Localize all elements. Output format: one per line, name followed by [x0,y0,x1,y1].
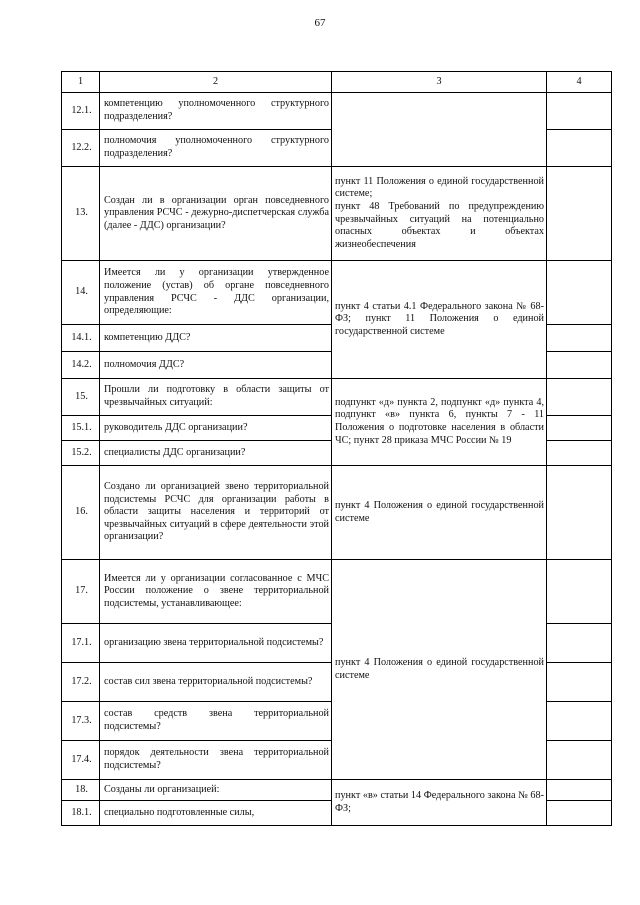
table-row [62,167,612,261]
question-text: организацию звена территориальной подсистемы? [100,624,332,663]
legal-reference-part: пункт 48 Требований по предупреждению чрезвычайных ситуаций на потенциально опасных объектах и объектах жизнеобеспечения [335,200,544,250]
question-text: Имеется ли у организации согласованное с МЧС России положение о звене территориальной подсистемы, устанавливающее: [100,560,332,624]
row-number: 15.2. [62,441,100,466]
table-row [62,560,612,624]
answer-cell [547,352,612,379]
row-number: 17.1. [62,624,100,663]
answer-cell [547,416,612,441]
reference-empty [332,93,547,167]
table-row [62,93,612,130]
question-text: состав средств звена территориальной подсистемы? [100,702,332,741]
row-number: 15.1. [62,416,100,441]
answer-cell [547,780,612,801]
header-col-3: 3 [332,72,547,93]
question-text: порядок деятельности звена территориальной подсистемы? [100,741,332,780]
answer-cell [547,93,612,130]
row-number: 13. [62,167,100,261]
answer-cell [547,261,612,325]
header-row [62,72,612,93]
answer-cell [547,466,612,560]
question-text: Созданы ли организацией: [100,780,332,801]
question-text: компетенцию ДДС? [100,325,332,352]
legal-reference: пункт «в» статьи 14 Федерального закона № 68-ФЗ; [332,780,547,826]
answer-cell [547,379,612,416]
legal-reference: пункт 4 статьи 4.1 Федерального закона № 68-ФЗ; пункт 11 Положения о единой государственной системе [332,261,547,379]
row-number: 14.2. [62,352,100,379]
question-text-justified: специально подготовленные силы, [104,806,255,818]
answer-cell [547,624,612,663]
answer-cell [547,801,612,826]
question-text: полномочия ДДС? [100,352,332,379]
row-number: 17. [62,560,100,624]
row-number: 17.3. [62,702,100,741]
header-col-1: 1 [62,72,100,93]
legal-reference: подпункт «д» пункта 2, подпункт «д» пункта 4, подпункт «в» пункта 6, пункты 7 - 11 Положения о подготовке населения в области ЧС; пункт 28 приказа МЧС России № 19 [332,379,547,466]
row-number: 12.1. [62,93,100,130]
answer-cell [547,325,612,352]
row-number: 18. [62,780,100,801]
header-col-2: 2 [100,72,332,93]
row-number: 18.1. [62,801,100,826]
answer-cell [547,663,612,702]
header-col-4: 4 [547,72,612,93]
legal-reference [332,167,547,261]
row-number: 14.1. [62,325,100,352]
answer-cell [547,167,612,261]
row-number: 17.2. [62,663,100,702]
question-text: Создано ли организацией звено территориальной подсистемы РСЧС для организации работы в области защиты населения и территорий от чрезвычайных ситуаций в сфере деятельности этой организации? [100,466,332,560]
row-number: 17.4. [62,741,100,780]
table-row [62,379,612,416]
question-text: компетенцию уполномоченного структурного подразделения? [100,93,332,130]
table-row [62,261,612,325]
row-number: 16. [62,466,100,560]
row-number: 14. [62,261,100,325]
table-row [62,780,612,801]
question-text: специалисты ДДС организации? [100,441,332,466]
answer-cell [547,130,612,167]
page-number: 67 [314,17,326,29]
answer-cell [547,560,612,624]
row-number: 12.2. [62,130,100,167]
legal-reference: пункт 4 Положения о единой государственной системе [332,466,547,560]
legal-reference-part: пункт 11 Положения о единой государственной системе; [335,175,544,200]
inspection-checklist-table [61,71,612,826]
question-text: состав сил звена территориальной подсистемы? [100,663,332,702]
answer-cell [547,702,612,741]
answer-cell [547,741,612,780]
question-text: полномочия уполномоченного структурного подразделения? [100,130,332,167]
answer-cell [547,441,612,466]
question-text: Создан ли в организации орган повседневного управления РСЧС - дежурно-диспетчерская служба (далее - ДДС) организации? [100,167,332,261]
table-row [62,466,612,560]
row-number: 15. [62,379,100,416]
question-text: Прошли ли подготовку в области защиты от чрезвычайных ситуаций: [100,379,332,416]
question-text: Имеется ли у организации утвержденное положение (устав) об органе повседневного управления РСЧС - ДДС организации, определяющие: [100,261,332,325]
question-text: руководитель ДДС организации? [100,416,332,441]
question-text [100,801,332,826]
legal-reference: пункт 4 Положения о единой государственной системе [332,560,547,780]
